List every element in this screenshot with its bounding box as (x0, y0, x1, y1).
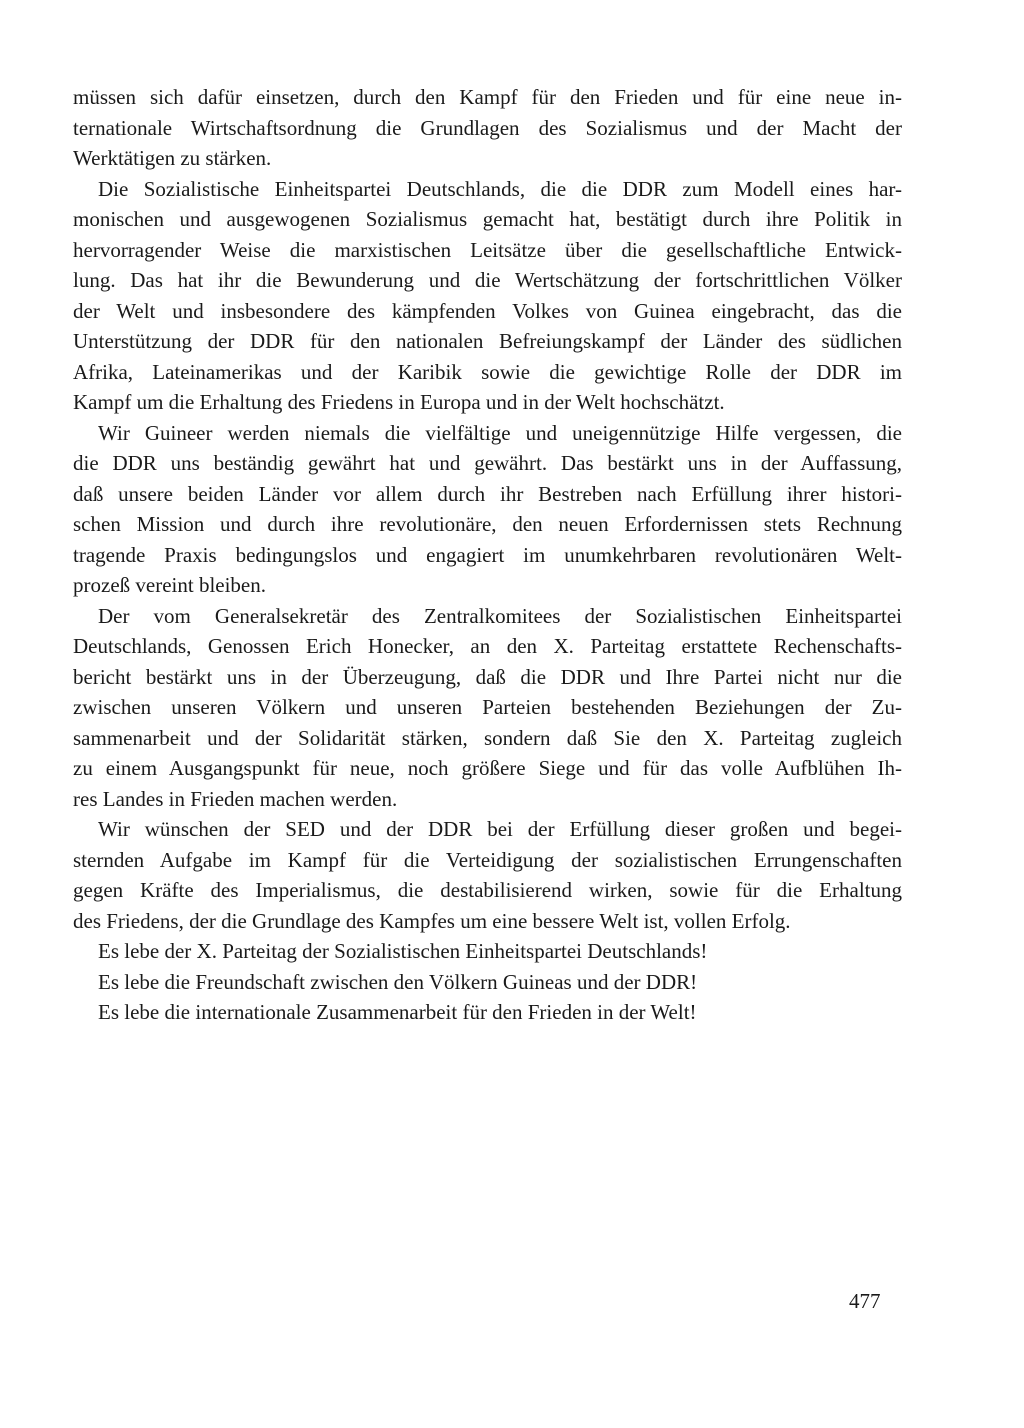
text-line: res Landes in Frieden machen werden. (73, 786, 398, 811)
text-line: des Friedens, der die Grundlage des Kampfes um eine bessere Welt ist, vollen Erfolg. (73, 908, 791, 933)
paragraph-5 (73, 814, 902, 936)
text-line: zu einem Ausgangspunkt für neue, noch größere Siege und für das volle Aufblühen Ih- (73, 756, 902, 780)
text-line: lung. Das hat ihr die Bewunderung und die Wertschätzung der fortschrittlichen Völker (73, 268, 902, 292)
text-line: sternden Aufgabe im Kampf für die Verteidigung der sozialistischen Errungenschaften (73, 847, 902, 872)
text-line: Es lebe der X. Parteitag der Sozialistischen Einheitspartei Deutschlands! (98, 939, 708, 963)
paragraph-2 (73, 174, 902, 418)
text-line: Werktätigen zu stärken. (73, 146, 272, 170)
text-line: tragende Praxis bedingungslos und engagiert im unumkehrbaren revolutionären Welt- (73, 542, 902, 567)
text-line: sammenarbeit und der Solidarität stärken, sondern daß Sie den X. Parteitag zugleich (73, 725, 902, 750)
text-line: monischen und ausgewogenen Sozialismus gemacht hat, bestätigt durch ihre Politik in (73, 207, 902, 231)
text-line: Wir wünschen der SED und der DDR bei der Erfüllung dieser großen und begei- (98, 817, 902, 841)
body-text (73, 82, 902, 1028)
paragraph-1 (73, 82, 902, 174)
text-line: Afrika, Lateinamerikas und der Karibik sowie die gewichtige Rolle der DDR im (73, 359, 902, 384)
text-line: hervorragender Weise die marxistischen Leitsätze über die gesellschaftliche Entwick- (73, 237, 902, 262)
paragraph-6 (73, 936, 902, 967)
text-line: müssen sich dafür einsetzen, durch den Kampf für den Frieden und für eine neue in- (73, 85, 902, 109)
text-line: Es lebe die internationale Zusammenarbeit für den Frieden in der Welt! (98, 1000, 697, 1024)
text-line: Die Sozialistische Einheitspartei Deutschlands, die die DDR zum Modell eines har- (98, 176, 902, 201)
page-number: 477 (849, 1289, 881, 1313)
text-line: Der vom Generalsekretär des Zentralkomitees der Sozialistischen Einheitspartei (98, 603, 902, 628)
text-line: die DDR uns beständig gewährt hat und gewährt. Das bestärkt uns in der Auffassung, (73, 451, 902, 475)
text-line: daß unsere beiden Länder vor allem durch ihr Bestreben nach Erfüllung ihrer histori- (73, 481, 902, 506)
text-line: zwischen unseren Völkern und unseren Parteien bestehenden Beziehungen der Zu- (73, 695, 902, 719)
text-line: Kampf um die Erhaltung des Friedens in Europa und in der Welt hochschätzt. (73, 390, 725, 414)
paragraph-7 (73, 967, 902, 998)
text-line: Deutschlands, Genossen Erich Honecker, an den X. Parteitag erstattete Rechenschafts- (73, 634, 902, 658)
text-line: prozeß vereint bleiben. (73, 573, 266, 597)
paragraph-4 (73, 601, 902, 815)
text-line: Es lebe die Freundschaft zwischen den Völkern Guineas und der DDR! (98, 969, 698, 994)
text-line: bericht bestärkt uns in der Überzeugung, daß die DDR und Ihre Partei nicht nur die (73, 664, 902, 689)
text-line: gegen Kräfte des Imperialismus, die destabilisierend wirken, sowie für die Erhaltung (73, 878, 902, 902)
text-line: schen Mission und durch ihre revolutionäre, den neuen Erfordernissen stets Rechnung (73, 512, 902, 536)
text-line: der Welt und insbesondere des kämpfenden Volkes von Guinea eingebracht, das die (73, 298, 902, 323)
text-line: Unterstützung der DDR für den nationalen Befreiungskampf der Länder des südlichen (73, 329, 902, 353)
paragraph-8 (73, 997, 902, 1028)
text-line: ternationale Wirtschaftsordnung die Grundlagen des Sozialismus und der Macht der (73, 115, 902, 140)
paragraph-3 (73, 418, 902, 601)
text-line: Wir Guineer werden niemals die vielfältige und uneigennützige Hilfe vergessen, die (98, 420, 902, 445)
